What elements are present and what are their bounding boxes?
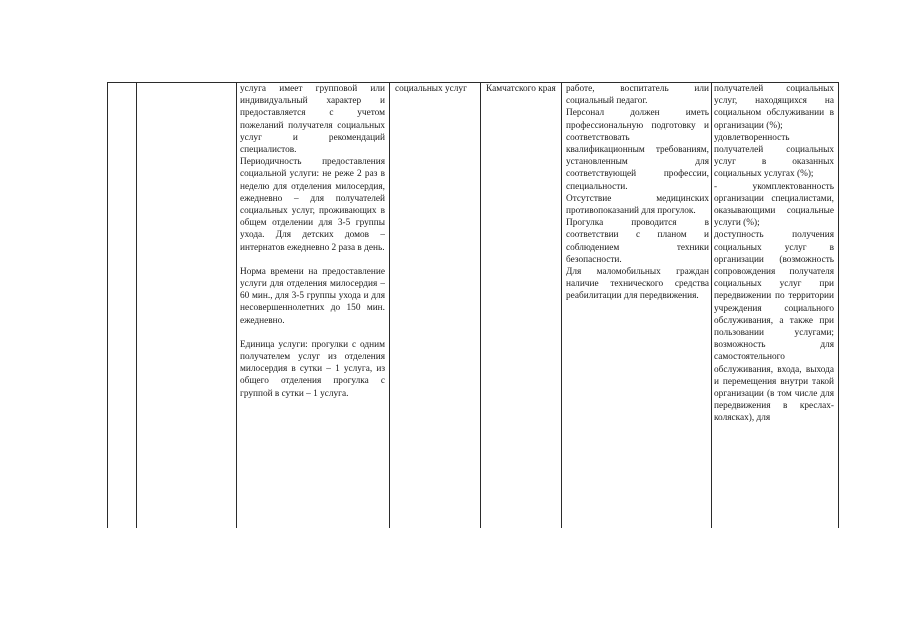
cell-paragraph: удовлетворенность получателей социальных услуг в оказанных социальных услугах (%);	[714, 132, 834, 180]
cell-paragraph: Периодичность предоставления социальной услуги: не реже 2 раз в неделю для отделения милосердия, ежедневно – для получателей социальных услуг, проживающих в общем отделении для 3-5 группы ухода. Для детских домов – интернатов ежедневно 2 раза в день.	[240, 157, 385, 253]
table-cell-service-description	[240, 83, 385, 400]
cell-paragraph: доступность получения социальных услуг в организации (возможность сопровождения получателя социальных услуг при передвижении по территории учреждения социального обслуживания, а также при пользовании услугами; возможность для самостоятельного обслуживания, входа, выхода и перемещения внутри такой организации (в том числе для передвижения в креслах-колясках), для	[714, 230, 834, 424]
cell-paragraph: - укомплектованность организации специалистами, оказывающими социальные услуги (%);	[714, 181, 834, 229]
cell-paragraph: услуга имеет групповой или индивидуальный характер и предоставляется с учетом пожеланий получателя социальных услуг и рекомендаций специалистов.	[240, 84, 385, 156]
table-cell-quality-indicators	[714, 83, 834, 425]
cell-paragraph: Отсутствие медицинских противопоказаний для прогулок.	[566, 193, 709, 217]
table-cell-conditions	[566, 83, 709, 303]
cell-paragraph: Прогулка проводится в соответствии с планом и соблюдением техники безопасности.	[566, 218, 709, 265]
cell-paragraph: Единица услуги: прогулки с одним получателем услуг из отделения милосердия в сутки – 1 услуга, из общего отделения прогулка с группой в сутки – 1 услуга.	[240, 339, 385, 399]
cell-paragraph: Для маломобильных граждан наличие технического средства реабилитации для передвижения.	[566, 267, 709, 302]
table-cell-region	[486, 83, 560, 95]
cell-paragraph: Камчатского края	[486, 84, 556, 94]
cell-paragraph: получателей социальных услуг, находящихся на социальном обслуживании в организации (%);	[714, 84, 834, 131]
table-cell-service-type	[395, 83, 475, 95]
cell-paragraph: Персонал должен иметь профессиональную подготовку и соответствовать квалификационным требованиям, установленным для соответствующей профессии, специальности.	[566, 108, 709, 192]
cell-paragraph: работе, воспитатель или социальный педагог.	[566, 84, 709, 107]
cell-paragraph: Норма времени на предоставление услуги для отделения милосердия – 60 мин., для 3-5 группы ухода и для несовершеннолетних до 150 мин. ежедневно.	[240, 266, 385, 326]
cell-paragraph: социальных услуг	[395, 84, 467, 94]
